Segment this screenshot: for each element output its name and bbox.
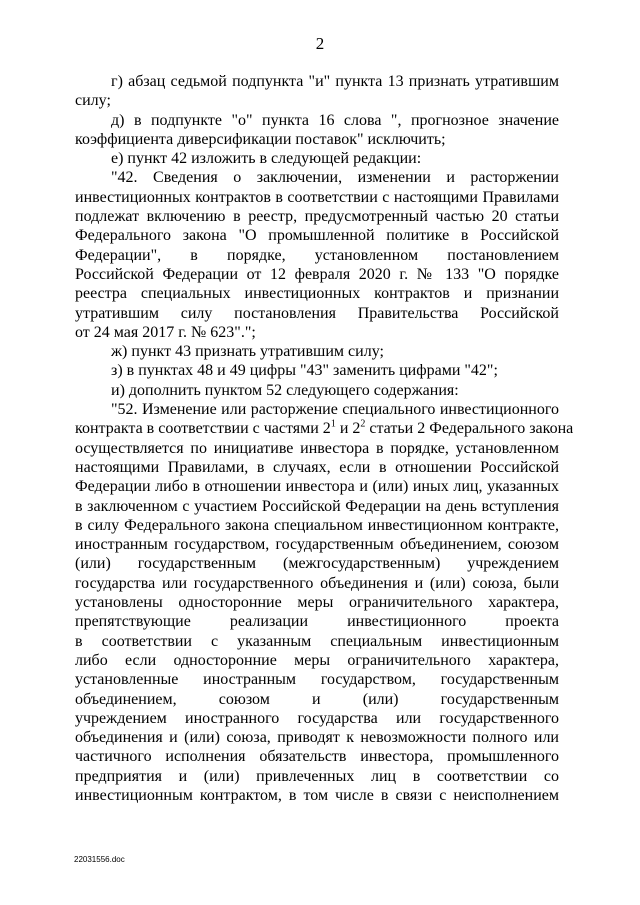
- text-line: [75, 786, 559, 805]
- line-text: настоящими Правилами, в случаях, если в отношении Российской: [75, 458, 559, 476]
- text-line: [75, 593, 559, 612]
- line-text: инвестиционным контрактом, в том числе в связи с неисполнением: [75, 786, 559, 804]
- text-line: [75, 323, 559, 342]
- text-line: [75, 284, 559, 303]
- line-text: Российской Федерации от 12 февраля 2020 г. № 133 "О порядке: [75, 265, 559, 283]
- text-line: [75, 342, 559, 361]
- text-line: [75, 226, 559, 245]
- line-text: в соответствии с указанным специальным инвестиционным: [75, 632, 559, 650]
- line-text: з) в пунктах 48 и 49 цифры "43" заменить цифрами "42";: [111, 362, 498, 380]
- text-line: [75, 111, 559, 130]
- line-text: от 24 мая 2017 г. № 623".";: [75, 323, 256, 341]
- text-line: [75, 497, 559, 516]
- line-text: учреждением иностранного государства или государственного: [75, 709, 559, 727]
- text-line: [75, 535, 559, 554]
- text-line: [75, 651, 559, 670]
- document-filename: 22031556.doc: [74, 855, 125, 864]
- line-text: Федерации", в порядке, установленном постановлением: [75, 246, 559, 264]
- line-text: (или) государственным (межгосударственным) учреждением: [75, 555, 559, 573]
- text-line: [75, 149, 559, 168]
- text-line: [75, 381, 559, 400]
- text-line: [75, 207, 559, 226]
- text-line: [75, 91, 559, 110]
- text-line: [75, 574, 559, 593]
- text-line: [75, 690, 559, 709]
- line-text: е) пункт 42 изложить в следующей редакции:: [111, 150, 422, 168]
- line-text: государства или государственного объединения и (или) союза, были: [75, 574, 559, 592]
- line-text: контракта в соответствии с частями 2: [75, 420, 331, 438]
- text-line: [75, 419, 574, 438]
- line-text: объединением, союзом и (или) государственным: [75, 690, 559, 708]
- line-text: частичного исполнения обязательств инвестора, промышленного: [75, 748, 559, 766]
- line-text: Федерации либо в отношении инвестора и (или) иных лиц, указанных: [75, 478, 559, 496]
- line-text: в силу Федерального закона специальном инвестиционном контракте,: [75, 516, 559, 534]
- text-line: [75, 265, 559, 284]
- line-text: осуществляется по инициативе инвестора в порядке, установленном: [75, 439, 559, 457]
- line-text: иностранным государством, государственным объединением, союзом: [75, 536, 559, 554]
- text-line: [75, 458, 559, 477]
- text-line: [75, 670, 559, 689]
- line-text: коэффициента диверсификации поставок" исключить;: [75, 130, 446, 148]
- text-line: [75, 747, 559, 766]
- line-text: объединения и (или) союза, приводят к невозможности полного или: [75, 729, 559, 747]
- text-line: [75, 439, 559, 458]
- line-text: и) дополнить пунктом 52 следующего содержания:: [111, 381, 459, 399]
- line-text: препятствующие реализации инвестиционного проекта: [75, 613, 559, 631]
- text-line: [75, 130, 559, 149]
- text-line: [75, 361, 559, 380]
- text-line: [75, 612, 559, 631]
- text-line: [75, 554, 559, 573]
- line-text: силу;: [75, 92, 111, 110]
- line-text: либо если односторонние меры ограничительного характера,: [75, 651, 559, 669]
- line-text: утратившим силу постановления Правительства Российской: [75, 304, 559, 322]
- line-text: подлежат включению в реестр, предусмотренный частью 20 статьи: [75, 208, 559, 226]
- line-text: статьи 2 Федерального закона: [365, 420, 574, 438]
- text-line: [75, 632, 559, 651]
- line-text: "52. Изменение или расторжение специального инвестиционного: [111, 401, 559, 419]
- line-text: установленные иностранным государством, государственным: [75, 671, 559, 689]
- page-number: 2: [315, 34, 325, 53]
- line-text: "42. Сведения о заключении, изменении и расторжении: [111, 169, 559, 187]
- text-line: [75, 304, 559, 323]
- text-line: [75, 72, 559, 91]
- document-body: [75, 72, 574, 805]
- line-text: ж) пункт 43 признать утратившим силу;: [111, 343, 384, 361]
- text-line: [75, 709, 559, 728]
- text-line: [75, 168, 559, 187]
- text-line: [75, 728, 559, 747]
- text-line: [75, 477, 559, 496]
- line-text: д) в подпункте "о" пункта 16 слова ", прогнозное значение: [111, 111, 559, 129]
- text-line: [75, 188, 559, 207]
- line-text: предприятия и (или) привлеченных лиц в соответствии со: [75, 767, 559, 785]
- line-text: реестра специальных инвестиционных контрактов и признании: [75, 285, 559, 303]
- text-line: [75, 516, 559, 535]
- superscript: 1: [330, 419, 336, 431]
- line-text: Федерального закона "О промышленной политике в Российской: [75, 227, 559, 245]
- text-line: [75, 767, 559, 786]
- text-line: [75, 400, 559, 419]
- line-text: установлены односторонние меры ограничительного характера,: [75, 594, 559, 612]
- line-text: и 2: [335, 420, 361, 438]
- line-text: инвестиционных контрактов в соответствии с настоящими Правилами: [75, 188, 559, 206]
- text-line: [75, 246, 559, 265]
- line-text: г) абзац седьмой подпункта "и" пункта 13 признать утратившим: [111, 73, 559, 90]
- superscript: 2: [360, 419, 366, 431]
- line-text: в заключенном с участием Российской Федерации на день вступления: [75, 497, 559, 515]
